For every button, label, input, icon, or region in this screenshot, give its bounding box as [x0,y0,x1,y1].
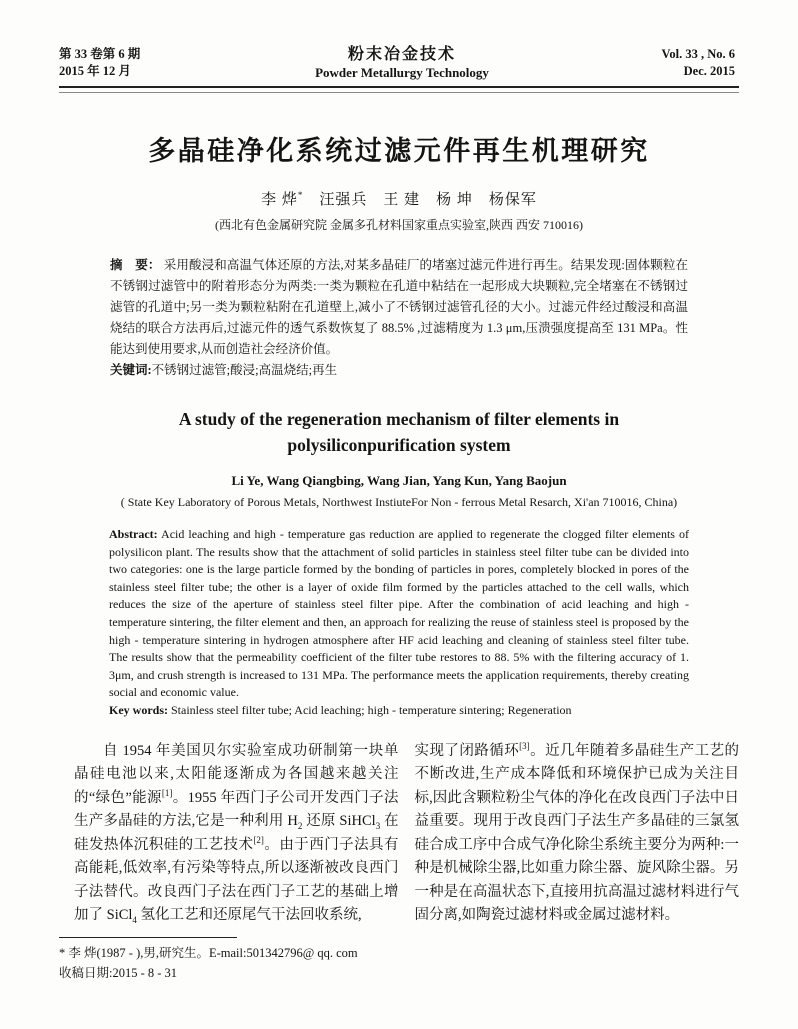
abstract-en-label: Abstract: [109,527,158,541]
keywords-en [109,702,689,720]
issue-date-cn: 2015 年 12 月 [59,64,131,78]
header-rule [59,86,739,93]
affiliation-cn: (西北有色金属研究院 金属多孔材料国家重点实验室,陕西 西安 710016) [215,218,583,232]
abstract-en-text: Acid leaching and high - temperature gas reduction are applied to regenerate the clogged filter elements of polysilicon plant. The results show that the attachment of solid particles in stainless steel filter tube can be divided into two categories: one is the large particle formed by the bonding of particles in pores, completely blocked in pores of the stainless steel filter tube; the other is a layer of oxide film formed by the particles attached to the cell walls, which reduces the size of the aperture of stainless steel filter pipe. After the combination of acid leaching and high - temperature sintering, the filter element and then, an approach for realizing the reuse of stainless steel is proposed by the high - temperature sintering in hydrogen atmosphere after HF acid leaching and cleaning of stainless steel filter tube. The results show that the permeability coefficient of the filter tube restores to 88. 5% with the filtering accuracy of 1. 3μm, and crush strength is increased to 131 MPa. The performance meets the application requirements, thereby creating social and economic value. [109,527,689,700]
affiliation-en: ( State Key Laboratory of Porous Metals, Northwest InstiuteFor Non - ferrous Metal Resarch, Xi'an 710016, China) [120,495,678,509]
paper-title-cn: 多晶硅净化系统过滤元件再生机理研究 [148,136,650,166]
keywords-cn-text: 不锈钢过滤管;酸浸;高温烧结;再生 [151,363,338,377]
abstract-en [109,526,689,720]
paper-title-en-line1: A study of the regeneration mechanism of filter elements in [178,409,620,429]
keywords-cn [110,360,688,381]
paper-title-en [59,406,739,458]
footnote-author-note: * 李 烨(1987 - ),男,研究生。E-mail:501342796@ qq. com [59,945,358,960]
body-column-left: 自 1954 年美国贝尔实验室成功研制第一块单晶硅电池以来,太阳能逐渐成为各国越来越关注的“绿色”能源[1]。1955 年西门子公司开发西门子法生产多晶硅的方法,它是一种利用 $H_2$ 还原 SiHCl$_3$ 在硅发热体沉积硅的工艺技术[2]。由于西门子法具有高能耗,低效率,有污染等特点,所以逐渐被改良西门子法替代。改良西门子法在西门子工艺的基础上增加了 SiCl$_4$ 氢化工艺和还原尾气干法回收系统, [74,742,399,925]
journal-title-cn: 粉末冶金技术 [347,46,456,63]
header-center [179,46,625,81]
footnote [59,937,399,983]
volume-issue-en: Vol. 33 , No. 6 [661,47,735,61]
header-right [625,46,739,80]
issue-date-en: Dec. 2015 [683,64,735,78]
paper-title-en-line2: polysiliconpurification system [287,435,511,455]
footnote-rule [59,937,237,938]
body-text [74,740,739,928]
keywords-en-label: Key words: [109,702,168,717]
volume-issue-cn: 第 33 卷第 6 期 [59,47,141,61]
authors-cn: 李 烨* 汪强兵 王 建 杨 坤 杨保军 [261,190,537,208]
keywords-cn-label: 关键词: [110,363,152,377]
journal-header [59,46,739,81]
authors-en: Li Ye, Wang Qiangbing, Wang Jian, Yang Kun, Yang Baojun [231,473,567,488]
footnote-received-date: 收稿日期:2015 - 8 - 31 [59,965,178,980]
header-left [59,46,179,80]
abstract-cn-text: 采用酸浸和高温气体还原的方法,对某多晶硅厂的堵塞过滤元件进行再生。结果发现:固体颗粒在不锈钢过滤管中的附着形态分为两类:一类为颗粒在孔道中粘结在一起形成大块颗粒,完全堵塞在不锈钢过滤管的孔道中;另一类为颗粒粘附在孔道壁上,减小了不锈钢过滤管孔径的大小。过滤元件经过酸浸和高温烧结的联合方法再后,过滤元件的透气系数恢复了 88.5% ,过滤精度为 1.3 μm,压溃强度提高至 131 MPa。性能达到使用要求,从而创造社会经济价值。 [110,258,688,356]
abstract-cn-label: 摘 要： [110,258,161,272]
body-column-right: 实现了闭路循环[3]。近几年随着多晶硅生产工艺的不断改进,生产成本降低和环境保护已成为关注目标,因此含颗粒粉尘气体的净化在改良西门子法中日益重要。现用于改良西门子法生产多晶硅的三氯氢硅合成工序中合成气净化除尘系统主要分为两种:一种是机械除尘器,比如重力除尘器、旋风除尘器。另一种是在高温状态下,直接用抗高温过滤材料进行气固分离,如陶瓷过滤材料或金属过滤材料。 [414,740,740,924]
journal-title-en: Powder Metallurgy Technology [315,65,489,80]
abstract-cn [110,255,688,381]
keywords-en-text: Stainless steel filter tube; Acid leaching; high - temperature sintering; Regeneration [168,702,572,717]
